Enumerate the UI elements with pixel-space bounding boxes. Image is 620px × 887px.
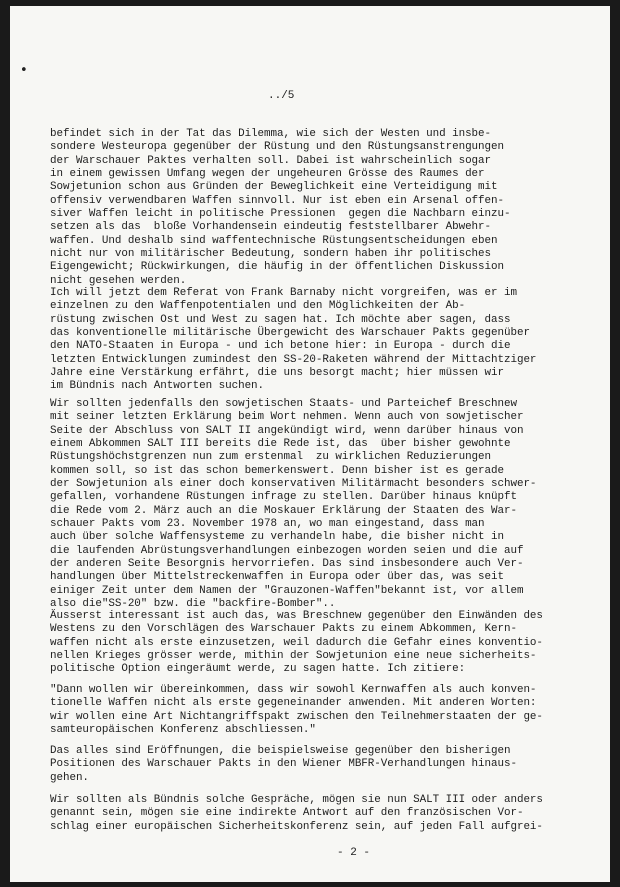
text-line: die Rede vom 2. März auch an die Moskauer Erklärung der Staaten des War- [50,504,517,517]
text-line: der anderen Seite Besorgnis hervorriefen. Das sind insbesondere auch Ver- [50,558,524,571]
text-line: der Sowjetunion als einer doch konservativen Militärmacht besonders schwer- [50,478,537,491]
text-line: Wir sollten jedenfalls den sowjetischen Staats- und Parteichef Breschnew [50,398,517,410]
text-line: Positionen des Warschauer Pakts in den Wiener MBFR-Verhandlungen hinaus- [50,758,517,771]
text-line: schlag einer europäischen Sicherheitskonferenz sein, auf jeden Fall aufgrei- [50,820,543,833]
text-line: Das alles sind Eröffnungen, die beispielsweise gegenüber den bisherigen [50,745,511,757]
text-line: sondere Westeuropa gegenüber der Rüstung und den Rüstungsanstrengungen [50,141,504,154]
text-line: waffen. Und deshalb sind waffentechnische Rüstungsentscheidungen eben [50,234,498,247]
text-line: Rüstungshöchstgrenzen nun zum erstenmal zu wirklichen Reduzierungen [50,451,492,464]
text-line: Seite der Abschluss von SALT II angekündigt wird, wenn darüber hinaus von [50,424,524,437]
text-line: mit seiner letzten Erklärung beim Wort nehmen. Wenn auch von sowjetischer [50,411,524,424]
paragraph [50,398,536,612]
text-line: kommen soll, so ist das schon bemerkenswert. Denn bisher ist es gerade [50,464,504,477]
text-line: handlungen über Mittelstreckenwaffen in Europa oder über das, was seit [50,571,504,584]
text-line: das konventionelle militärische Übergewicht des Warschauer Pakts gegenüber [50,327,530,340]
text-line: nellen Krieges grösser werde, mithin der Sowjetunion eine neue sicherheits- [50,650,537,663]
text-line: gehen. [50,771,89,784]
paragraph [50,610,543,677]
text-line: rüstung zwischen Ost und West zu sagen hat. Ich möchte aber sagen, dass [50,313,511,326]
text-line: samteuropäischen Konferenz abschliessen." [50,724,316,737]
document-page [10,6,610,882]
text-line: "Dann wollen wir übereinkommen, dass wir sowohl Kernwaffen als auch konven- [50,684,537,696]
text-line: einzelnen zu den Waffenpotentialen und den Möglichkeiten der Ab- [50,300,466,313]
text-line: waffen nicht als erste einzusetzen, weil dadurch die Gefahr eines konventio- [50,636,543,649]
text-line: Ich will jetzt dem Referat von Frank Barnaby nicht vorgreifen, was er im [50,287,517,299]
text-line: Jahre eine Verstärkung erfährt, die uns besorgt macht; hier müssen wir [50,367,504,380]
text-line: nicht gesehen werden. [50,274,187,287]
text-line: Westens zu den Vorschlägen des Warschauer Pakts zu einem Abkommen, Kern- [50,623,517,636]
page-continuation-header: ../5 [268,90,295,102]
text-line: auch über solche Waffensysteme zu verhandeln habe, die bisher nicht in [50,531,504,544]
text-line: wir wollen eine Art Nichtangriffspakt zwischen den Teilnehmerstaaten der ge- [50,710,543,723]
quotation-paragraph [50,684,543,737]
text-line: Wir sollten als Bündnis solche Gespräche, mögen sie nun SALT III oder anders [50,794,543,806]
text-line: einem Abkommen SALT III bereits die Rede ist, das über bisher gewohnte [50,438,511,451]
text-line: die laufenden Abrüstungsverhandlungen einbezogen worden seien und die auf [50,544,524,557]
text-line: tionelle Waffen nicht als erste gegeneinander anwenden. Mit anderen Worten: [50,697,537,710]
paragraph [50,287,536,394]
text-line: einiger Zeit unter dem Namen der "Grauzonen-Waffen"bekannt ist, vor allem [50,584,524,597]
text-line: letzten Entwicklungen zumindest den SS-20-Raketen während der Mittachtziger [50,353,537,366]
text-line: befindet sich in der Tat das Dilemma, wie sich der Westen und insbe- [50,128,492,140]
text-line: also die"SS-20" bzw. die "backfire-Bomber".. [50,598,336,611]
text-line: politische Option eingeräumt werde, zu sagen hatte. Ich zitiere: [50,663,466,676]
margin-mark: • [20,63,28,78]
paragraph [50,128,510,288]
text-line: schauer Pakts vom 23. November 1978 an, wo man eingestand, dass man [50,518,485,531]
text-line: siver Waffen leicht in politische Pressionen gegen die Nachbarn einzu- [50,208,511,221]
text-line: gefallen, vorhandene Rüstungen infrage zu stellen. Darüber hinaus knüpft [50,491,517,504]
text-line: genannt sein, mögen sie eine indirekte Antwort auf den französischen Vor- [50,807,524,820]
page-number: - 2 - [337,847,371,859]
text-line: Äusserst interessant ist auch das, was Breschnew gegenüber den Einwänden des [50,610,543,622]
paragraph [50,745,517,785]
text-line: den NATO-Staaten in Europa - und ich betone hier: in Europa - durch die [50,340,511,353]
text-line: Eigengewicht; Rückwirkungen, die häufig in der öffentlichen Diskussion [50,261,504,274]
text-line: nicht nur von militärischer Bedeutung, sondern haben ihr politisches [50,248,492,261]
text-line: in einem gewissen Umfang wegen der ungeheuren Grösse des Raumes der [50,168,485,181]
paragraph [50,794,543,834]
text-line: im Bündnis nach Antworten suchen. [50,380,265,393]
text-line: offensiv verwendbaren Waffen sinnvoll. Nur ist eben ein Arsenal offen- [50,194,504,207]
text-line: der Warschauer Paktes verhalten soll. Dabei ist wahrscheinlich sogar [50,154,492,167]
text-line: setzen als das bloße Vorhandensein eindeutig feststellbarer Abwehr- [50,221,492,234]
text-line: Sowjetunion schon aus Gründen der Beweglichkeit eine Verteidigung mit [50,181,498,194]
